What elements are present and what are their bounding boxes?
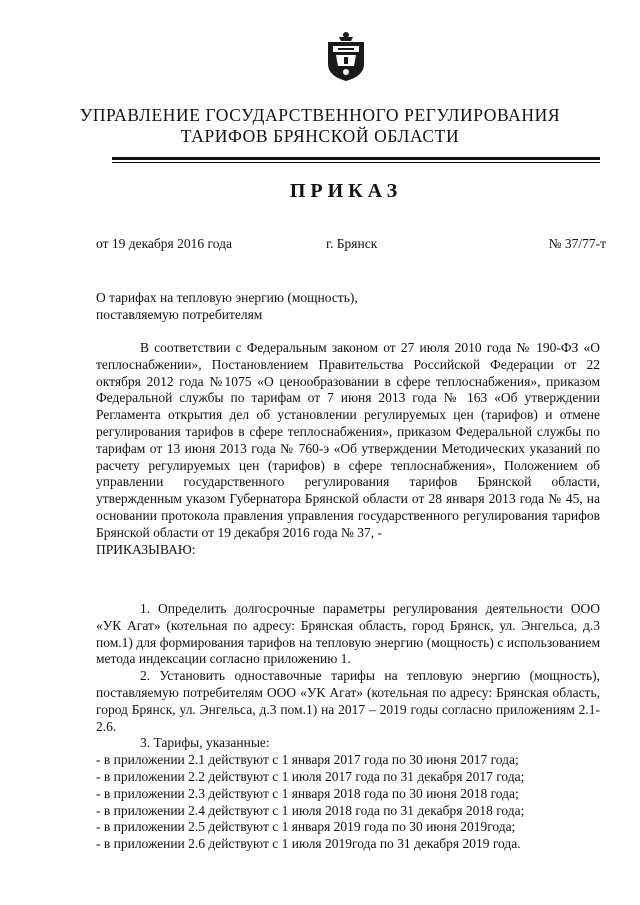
header-divider-thin bbox=[112, 162, 600, 163]
subject-line1: О тарифах на тепловую энергию (мощность), bbox=[96, 290, 358, 305]
document-subject bbox=[96, 289, 358, 323]
preamble-block bbox=[96, 340, 600, 558]
order-item-2: 2. Установить одноставочные тарифы на тепловую энергию (мощность), поставляемую потребителям ООО «УК Агат» (котельная по адресу: Брянская область, город Брянск, ул. Энгельса, д.3 пом.1) на 2017 – 2019 годы согласно приложениям 2.1-2.6. bbox=[96, 668, 600, 734]
organization-name-line2: ТАРИФОВ БРЯНСКОЙ ОБЛАСТИ bbox=[180, 126, 460, 146]
document-city: г. Брянск bbox=[326, 236, 378, 251]
order-word: ПРИКАЗЫВАЮ: bbox=[96, 541, 196, 557]
document-type-title: ПРИКАЗ bbox=[289, 180, 403, 202]
organization-name-line1: УПРАВЛЕНИЕ ГОСУДАРСТВЕННОГО РЕГУЛИРОВАНИЯ bbox=[79, 105, 561, 125]
tariff-period-item: - в приложении 2.3 действуют с 1 января 2018 года по 30 июня 2018 года; bbox=[96, 785, 519, 801]
document-number: № 37/77-т bbox=[548, 236, 606, 251]
order-item-1: 1. Определить долгосрочные параметры регулирования деятельности ООО «УК Агат» (котельная по адресу: Брянская область, город Брянск, ул. Энгельса, д.3 пом.1) для формирования тарифов на тепловую энергию (мощность) с использованием метода индексации согласно приложению 1. bbox=[96, 601, 600, 667]
order-items-block bbox=[96, 601, 600, 853]
preamble-paragraph: В соответствии с Федеральным законом от 27 июля 2010 года № 190-ФЗ «О теплоснабжении», Постановлением Правительства Российской Федерации от 22 октября 2012 года №1075 «О ценообразовании в сфере теплоснабжения», приказом Федеральной службы по тарифам от 7 июня 2013 года № 163 «Об утверждении Регламента открытия дел об установлении регулируемых цен (тарифов) и отмене регулирования тарифов в сфере теплоснабжения», приказом Федеральной службы по тарифам от 13 июня 2013 года № 760-э «Об утверждении Методических указаний по расчету регулируемых цен (тарифов) в сфере теплоснабжения», Положением об управлении государственного регулирования тарифов Брянской области, утвержденным указом Губернатора Брянской области от 28 января 2013 года № 45, на основании протокола правления управления государственного регулирования тарифов Брянской области от 19 декабря 2016 года № 37, - bbox=[96, 340, 600, 540]
tariff-period-item: - в приложении 2.5 действуют с 1 января 2019 года по 30 июня 2019года; bbox=[96, 819, 516, 835]
coat-of-arms-emblem bbox=[324, 30, 368, 82]
tariff-period-item: - в приложении 2.1 действуют с 1 января 2017 года по 30 июня 2017 года; bbox=[96, 752, 519, 768]
tariff-period-item: - в приложении 2.4 действуют с 1 июля 2018 года по 31 декабря 2018 года; bbox=[96, 802, 525, 818]
order-item-3: 3. Тарифы, указанные: bbox=[140, 735, 270, 751]
document-date: от 19 декабря 2016 года bbox=[96, 236, 232, 251]
tariff-period-item: - в приложении 2.6 действуют с 1 июля 2019года по 31 декабря 2019 года. bbox=[96, 836, 521, 852]
tariff-period-item: - в приложении 2.2 действуют с 1 июля 2017 года по 31 декабря 2017 года; bbox=[96, 768, 525, 784]
header-divider-thick bbox=[112, 157, 600, 160]
subject-line2: поставляемую потребителям bbox=[96, 307, 263, 322]
